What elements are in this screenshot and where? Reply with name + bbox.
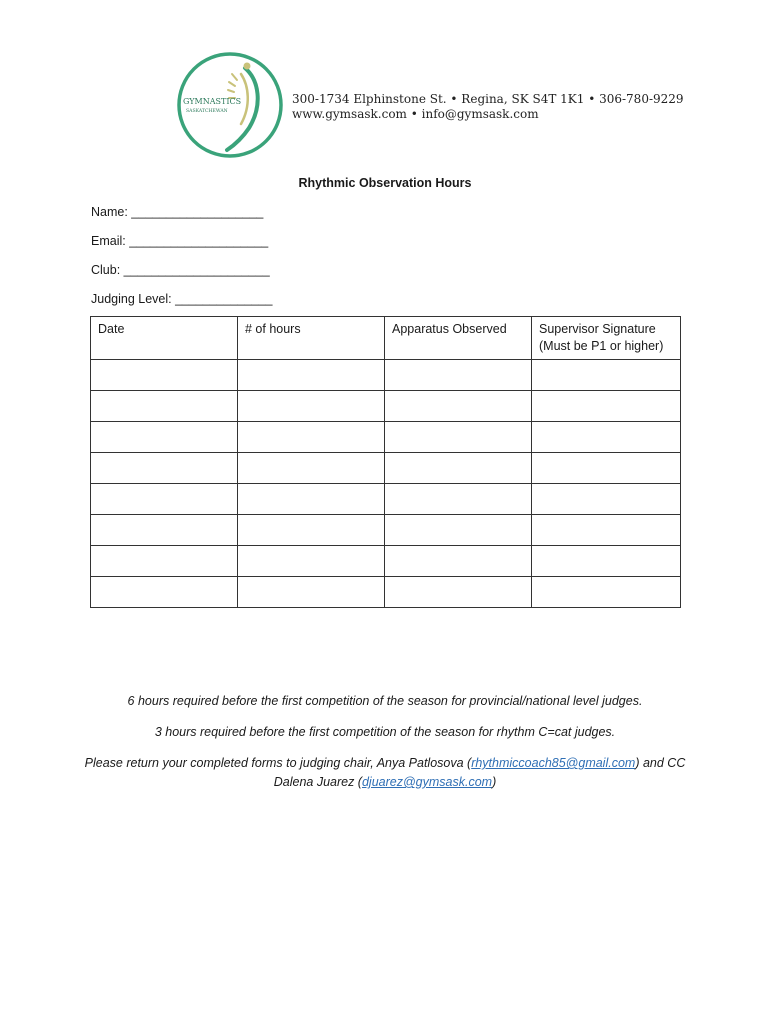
apparatus-cell[interactable]	[385, 546, 532, 577]
date-cell[interactable]	[91, 422, 238, 453]
apparatus-cell[interactable]	[385, 453, 532, 484]
table-row	[91, 422, 681, 453]
apparatus-cell[interactable]	[385, 360, 532, 391]
hours-cell[interactable]	[238, 391, 385, 422]
table-row	[91, 453, 681, 484]
organization-address: 300-1734 Elphinstone St. • Regina, SK S4T 1K1 • 306-780-9229	[292, 92, 684, 106]
date-cell[interactable]	[91, 453, 238, 484]
table-row	[91, 515, 681, 546]
note-return-prefix: Please return your completed forms to judging chair, Anya Patlosova (	[84, 756, 472, 770]
note-return-forms	[80, 754, 690, 792]
hours-cell[interactable]	[238, 515, 385, 546]
note-c-category: 3 hours required before the first competition of the season for rhythm C=cat judges.	[154, 725, 616, 739]
hours-cell[interactable]	[238, 546, 385, 577]
organization-web: www.gymsask.com • info@gymsask.com	[292, 107, 539, 121]
judging-chair-email-link[interactable]: rhythmiccoach85@gmail.com	[471, 756, 636, 770]
supervisor-signature-cell[interactable]	[532, 453, 681, 484]
apparatus-cell[interactable]	[385, 577, 532, 608]
hours-cell[interactable]	[238, 577, 385, 608]
instructions	[80, 692, 690, 804]
table-header-row	[91, 317, 681, 360]
column-header-date: Date	[91, 317, 238, 360]
logo-text-line2: SASKATCHEWAN	[186, 109, 228, 114]
organization-contact	[292, 92, 684, 122]
hours-cell[interactable]	[238, 360, 385, 391]
hours-cell[interactable]	[238, 422, 385, 453]
date-cell[interactable]	[91, 515, 238, 546]
column-header-hours: # of hours	[238, 317, 385, 360]
apparatus-cell[interactable]	[385, 391, 532, 422]
date-cell[interactable]	[91, 546, 238, 577]
hours-cell[interactable]	[238, 453, 385, 484]
table-row	[91, 546, 681, 577]
note-return-middle: ) and CC Dalena Juarez (	[273, 756, 686, 789]
table-row	[91, 391, 681, 422]
page-title: Rhythmic Observation Hours	[298, 176, 472, 190]
cc-email-link[interactable]: djuarez@gymsask.com	[361, 775, 493, 789]
email-field[interactable]: Email: ____________________	[91, 234, 269, 248]
column-header-apparatus: Apparatus Observed	[385, 317, 532, 360]
note-provincial-national: 6 hours required before the first competition of the season for provincial/national level judges.	[127, 694, 643, 708]
club-field[interactable]: Club: _____________________	[91, 263, 270, 277]
apparatus-cell[interactable]	[385, 422, 532, 453]
supervisor-signature-cell[interactable]	[532, 515, 681, 546]
observation-hours-table	[90, 316, 681, 608]
apparatus-cell[interactable]	[385, 484, 532, 515]
date-cell[interactable]	[91, 360, 238, 391]
table-row	[91, 484, 681, 515]
judging-level-field[interactable]: Judging Level: ______________	[91, 292, 273, 306]
date-cell[interactable]	[91, 577, 238, 608]
gymnastics-saskatchewan-logo	[175, 50, 285, 160]
apparatus-cell[interactable]	[385, 515, 532, 546]
date-cell[interactable]	[91, 484, 238, 515]
table-row	[91, 577, 681, 608]
supervisor-signature-cell[interactable]	[532, 577, 681, 608]
supervisor-signature-cell[interactable]	[532, 422, 681, 453]
supervisor-signature-cell[interactable]	[532, 391, 681, 422]
table-row	[91, 360, 681, 391]
supervisor-signature-cell[interactable]	[532, 484, 681, 515]
date-cell[interactable]	[91, 391, 238, 422]
note-return-suffix: )	[492, 775, 497, 789]
hours-cell[interactable]	[238, 484, 385, 515]
column-header-supervisor-signature: Supervisor Signature (Must be P1 or higher)	[532, 317, 681, 360]
logo-text-line1: GYMNASTICS	[183, 97, 242, 106]
name-field[interactable]: Name: ___________________	[91, 205, 264, 219]
supervisor-signature-cell[interactable]	[532, 360, 681, 391]
supervisor-signature-cell[interactable]	[532, 546, 681, 577]
